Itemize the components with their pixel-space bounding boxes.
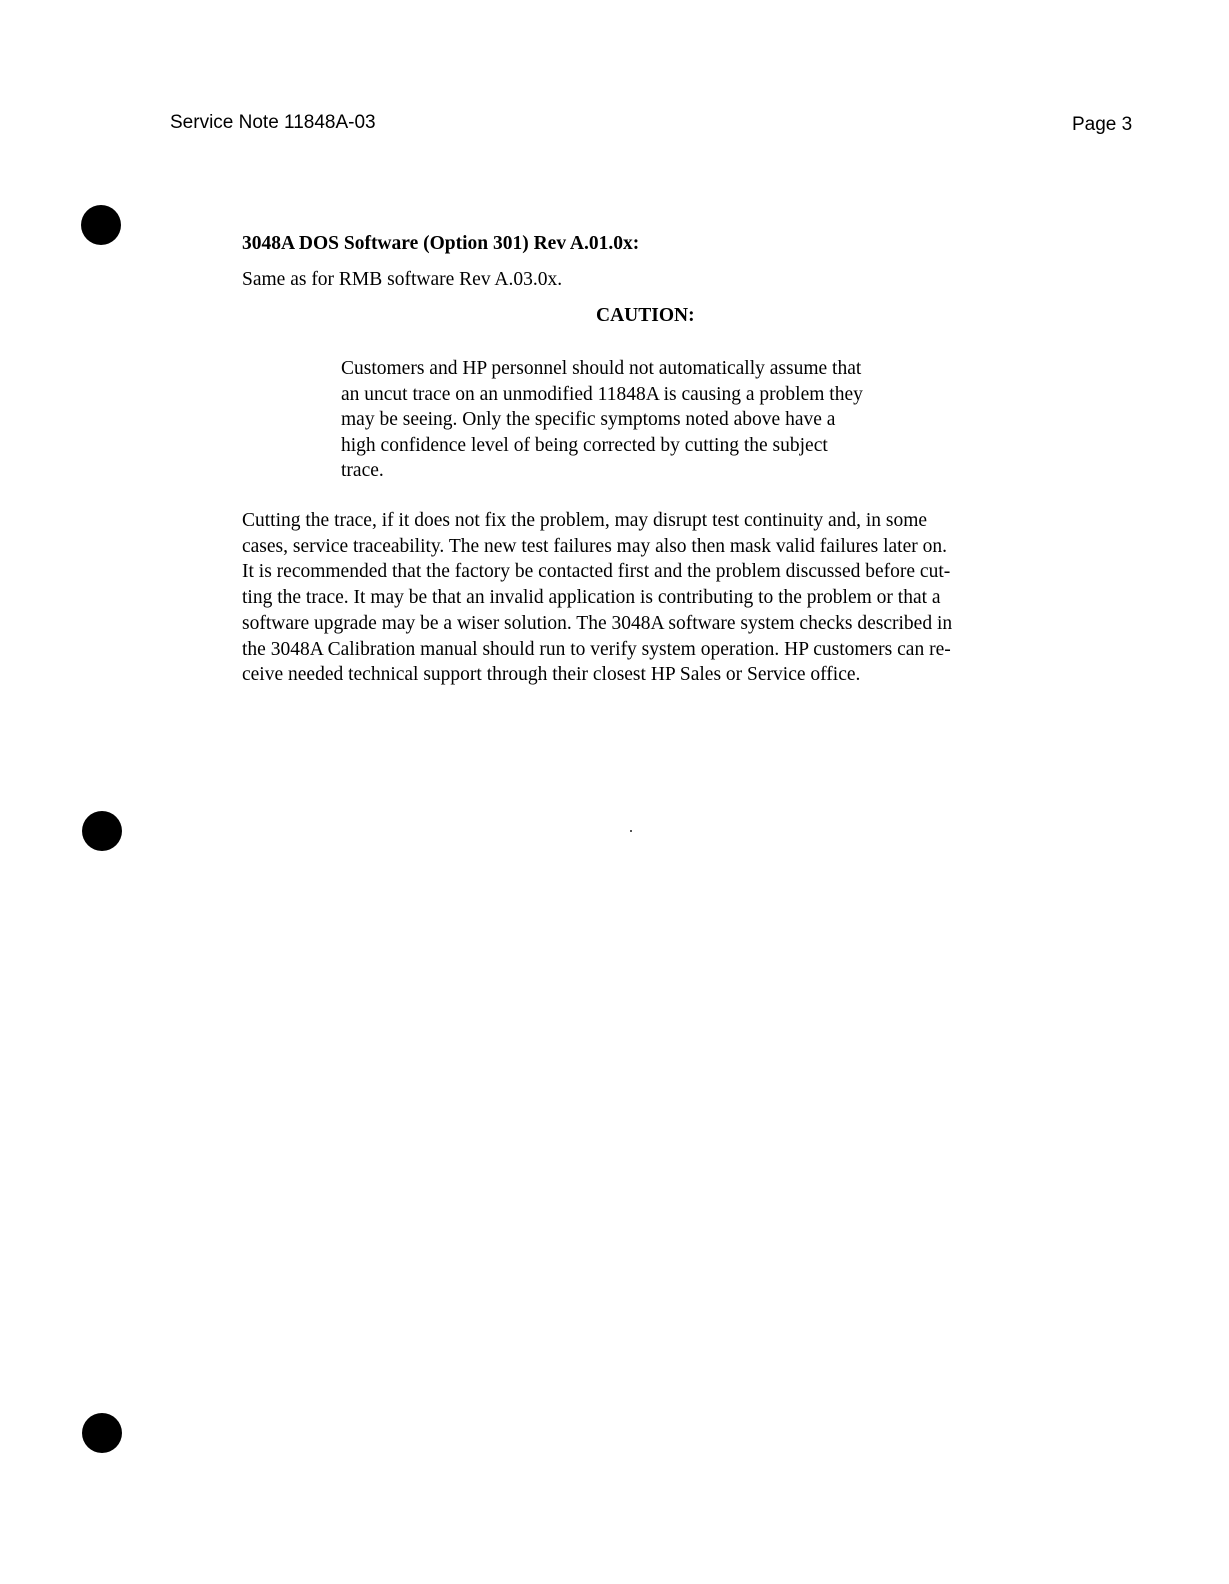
punch-hole-bottom [82, 1413, 122, 1453]
section-heading: 3048A DOS Software (Option 301) Rev A.01.0x: [242, 233, 640, 254]
body-paragraph [242, 508, 1062, 688]
scan-speck [630, 830, 632, 832]
paragraph-line: software upgrade may be a wiser solution. The 3048A software system checks described in [242, 612, 953, 634]
caution-title: CAUTION: [596, 305, 695, 326]
paragraph-line: cases, service traceability. The new test failures may also then mask valid failures later on. [242, 535, 947, 557]
paragraph-line: It is recommended that the factory be contacted first and the problem discussed before cut- [242, 561, 951, 583]
service-note-label: Service Note 11848A-03 [170, 112, 376, 133]
caution-line: may be seeing. Only the specific symptoms noted above have a [341, 409, 836, 431]
section-text: Same as for RMB software Rev A.03.0x. [242, 269, 563, 290]
paragraph-line: the 3048A Calibration manual should run to verify system operation. HP customers can re- [242, 638, 951, 660]
caution-line: high confidence level of being corrected by cutting the subject [341, 434, 828, 456]
punch-hole-middle [82, 811, 122, 851]
paragraph-line: ceive needed technical support through their closest HP Sales or Service office. [242, 664, 861, 686]
caution-line: an uncut trace on an unmodified 11848A is causing a problem they [341, 383, 863, 405]
punch-hole-top [81, 205, 121, 245]
caution-body [341, 356, 941, 484]
paragraph-line: Cutting the trace, if it does not fix the problem, may disrupt test continuity and, in some [242, 510, 928, 531]
caution-line: Customers and HP personnel should not automatically assume that [341, 358, 862, 379]
page-number: Page 3 [1072, 114, 1133, 135]
paragraph-line: ting the trace. It may be that an invalid application is contributing to the problem or that a [242, 587, 941, 609]
caution-line: trace. [341, 460, 384, 482]
